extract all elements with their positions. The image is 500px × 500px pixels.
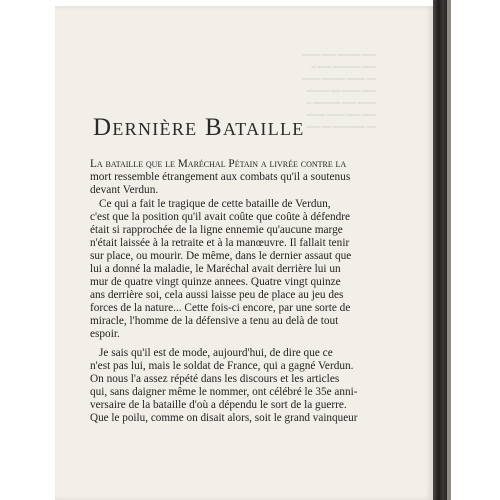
paragraph-3-line-3: On nous l'a assez répété dans les discours et les articles [90,373,340,385]
chapter-title: Dernière Bataille [93,114,305,141]
paragraph-3-line-5: versaire de la bataille d'où a dépendu le sort de la guerre. [90,399,347,411]
paragraph-1-line-1: La bataille que le Maréchal Pétain a livrée contre la [90,158,347,170]
paragraph-1-line-3: devant Verdun. [90,184,159,196]
paragraph-2-line-3: était si rapprochée de la ligne ennemie qu'aucune marge [90,224,343,236]
paragraph-3-line-1: Je sais qu'il est de mode, aujourd'hui, de dire que ce [99,347,333,359]
book-page-stack [447,0,451,500]
paragraph-2-line-10: miracle, l'homme de la défensive a tenu au delà de tout [90,315,339,327]
paragraph-2-line-9: forces de la nature... Cette fois-ci encore, par une sorte de [90,302,351,314]
paragraph-1-line-2: mort ressemble étrangement aux combats qu'il a soutenus [90,171,351,183]
paragraph-2-line-8: ans derrière soi, cela aussi laisse peu de place au jeu des [90,289,344,301]
paragraph-2-line-4: n'était laissée à la retraite et à la manœuvre. Il fallait tenir [90,237,350,249]
paragraph-3-line-6: Que le poilu, comme on disait alors, soit le grand vainqueur [90,412,358,424]
book-binding-edge [433,0,447,500]
paragraph-3-line-2: n'est pas lui, mais le soldat de France, qui a gagné Verdun. [90,360,354,372]
paragraph-2-line-11: espoir. [90,328,120,340]
bleed-through-text: ═══ ═════ ═══ ════ ═══ ══════ ═══ ═ ══ ════ ═════ ════ ═══ ════ ══ ═════ ════ ═══ ══════ ═ ═══ ═══ ════ ════ ══ ═══════ ══ ═══ [302,52,376,131]
paragraph-3-line-4: qui, sans daigner même le nommer, ont célébré le 35e anni- [90,386,358,398]
paragraph-2-line-7: mur de quatre vingt quinze annees. Quatre vingt quinze [90,276,341,288]
paragraph-2-line-5: sur place, ou mourir. De même, dans le dernier assaut que [90,250,352,262]
paragraph-2-line-2: c'est que la position qu'il avait coûte que coûte à défendre [90,211,351,223]
paragraph-2-line-1: Ce qui a fait le tragique de cette bataille de Verdun, [99,198,331,210]
paragraph-2-line-6: lui a donné la maladie, le Maréchal avait derrière lui un [90,263,341,275]
